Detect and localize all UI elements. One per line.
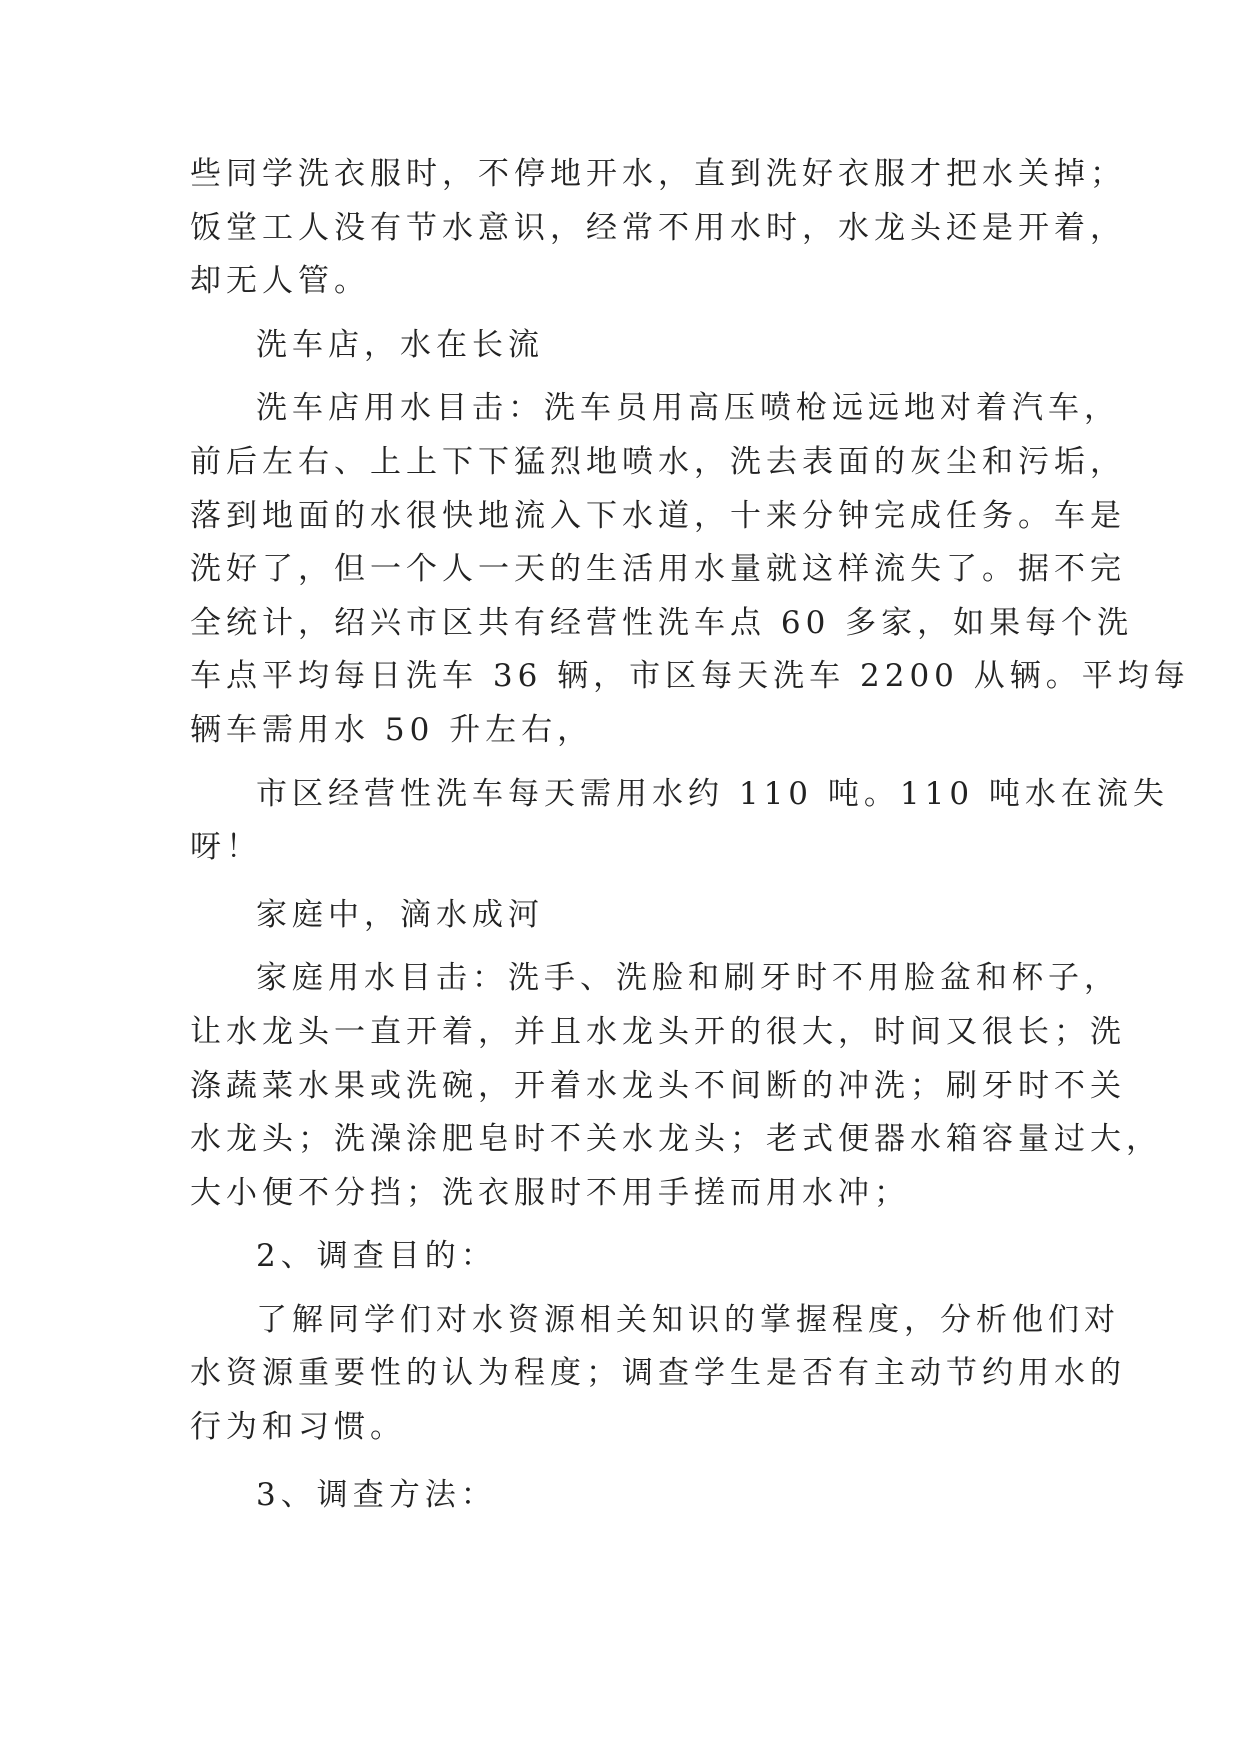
text-line: 车点平均每日洗车 36 辆，市区每天洗车 2200 从辆。平均每 [190,658,1190,695]
text-line: 全统计，绍兴市区共有经营性洗车点 60 多家，如果每个洗 [190,604,1134,641]
text-line: 前后左右、上上下下猛烈地喷水，洗去表面的灰尘和污垢， [190,443,1126,480]
text-line: 行为和习惯。 [190,1409,406,1446]
text-line: 大小便不分挡；洗衣服时不用手搓而用水冲； [190,1174,910,1211]
text-line: 涤蔬菜水果或洗碗，开着水龙头不间断的冲洗；刷牙时不关 [190,1067,1126,1104]
text-line: 呀！ [190,829,262,866]
section-heading: 家庭中，滴水成河 [256,896,544,933]
text-line: 洗好了，但一个人一天的生活用水量就这样流失了。据不完 [190,551,1126,588]
text-line: 落到地面的水很快地流入下水道，十来分钟完成任务。车是 [190,497,1126,534]
section-heading: 洗车店，水在长流 [256,326,544,363]
text-line: 辆车需用水 50 升左右， [190,711,594,748]
text-line: 些同学洗衣服时，不停地开水，直到洗好衣服才把水关掉； [190,156,1126,192]
text-line: 市区经营性洗车每天需用水约 110 吨。110 吨水在流失 [256,775,1169,812]
text-line: 让水龙头一直开着，并且水龙头开的很大，时间又很长；洗 [190,1013,1126,1050]
text-line: 却无人管。 [190,263,370,300]
document-body [190,148,1190,1522]
section-heading: 3、调查方法： [256,1476,497,1513]
text-line: 饭堂工人没有节水意识，经常不用水时，水龙头还是开着， [190,209,1126,246]
text-line: 水资源重要性的认为程度；调查学生是否有主动节约用水的 [190,1355,1126,1392]
text-line: 家庭用水目击：洗手、洗脸和刷牙时不用脸盆和杯子， [256,960,1120,997]
text-line: 洗车店用水目击：洗车员用高压喷枪远远地对着汽车， [256,390,1120,427]
text-line: 水龙头；洗澡涂肥皂时不关水龙头；老式便器水箱容量过大， [190,1121,1162,1158]
text-line: 了解同学们对水资源相关知识的掌握程度，分析他们对 [256,1301,1120,1338]
section-heading: 2、调查目的： [256,1238,497,1275]
